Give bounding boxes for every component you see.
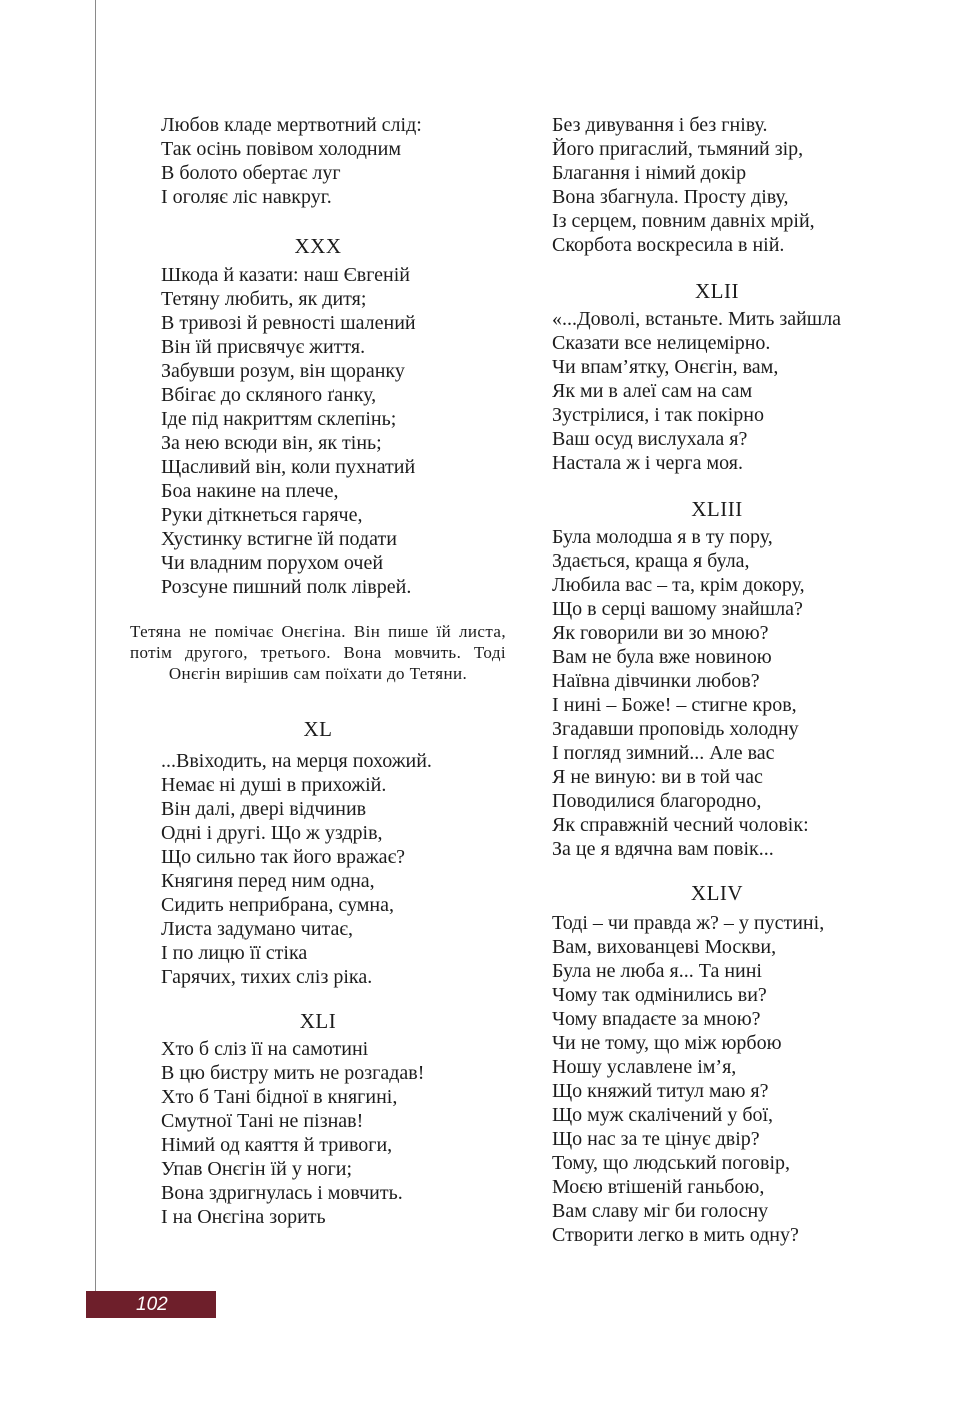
verse-line: Ваш осуд вислухала я? [552, 428, 748, 450]
verse-line: Була не люба я... Та нині [552, 960, 762, 982]
verse-line: Щасливий він, коли пухнатий [161, 456, 416, 478]
verse-line: За це я вдячна вам повік... [552, 838, 774, 860]
verse-line: Що сильно так його вражає? [161, 846, 406, 868]
verse-line: Тетяну любить, як дитя; [161, 288, 367, 310]
verse-line: Наївна дівчинки любов? [552, 670, 760, 692]
verse-line: Сказати все нелицемірно. [552, 332, 771, 354]
verse-line: Створити легко в мить одну? [552, 1224, 799, 1246]
verse-line: Вбігає до скляного ґанку, [161, 384, 377, 406]
stanza-intro-right [552, 113, 882, 257]
stanza-xli [130, 1037, 506, 1229]
verse-line: Я не виную: ви в той час [552, 766, 763, 788]
verse-line: ...Ввіходить, на мерця похожий. [161, 750, 432, 772]
stanza-heading-xli: XLI [299, 1009, 337, 1033]
verse-line: Вам не була вже новиною [552, 646, 772, 668]
verse-line: Вам, вихованцеві Москви, [552, 936, 777, 958]
page-number: 102 [136, 1294, 168, 1315]
verse-line: Чи впам’ятку, Онєгін, вам, [552, 356, 779, 378]
right-column [552, 113, 882, 1247]
verse-line: Любов кладе мертвотний слід: [161, 114, 422, 136]
verse-line: Забувши розум, він щоранку [161, 360, 405, 382]
verse-line: Вона здригнулась і мовчить. [161, 1182, 403, 1204]
verse-line: Ношу уславлене ім’я, [552, 1056, 737, 1078]
verse-line: Шкода й казати: наш Євгеній [161, 264, 411, 286]
verse-line: Вам славу міг би голосну [552, 1200, 769, 1222]
verse-line: Благання і німий докір [552, 162, 747, 184]
verse-line: І на Онєгіна зорить [161, 1206, 326, 1228]
verse-line: Скорбота воскресила в ній. [552, 234, 785, 256]
verse-line: Хто б сліз її на самотині [161, 1038, 369, 1060]
verse-line: Хустинку встигне їй подати [161, 528, 397, 550]
verse-line: Що в серці вашому знайшла? [552, 598, 803, 620]
verse-line: Чому так одмінились ви? [552, 984, 767, 1006]
stanza-xliii [552, 525, 882, 861]
verse-line: Гарячих, тихих сліз ріка. [161, 966, 373, 988]
verse-line: Його пригаслий, тьмяний зір, [552, 138, 804, 160]
stanza-heading-xliv: XLIV [690, 881, 744, 905]
verse-line: Здається, краща я була, [552, 550, 750, 572]
verse-line: І погляд зимний... Але вас [552, 742, 775, 764]
stanza-heading-xliii: XLIII [691, 497, 743, 521]
verse-line: Смутної Тані не пізнав! [161, 1110, 364, 1132]
verse-line: Чи не тому, що між юрбою [552, 1032, 782, 1054]
stanza-intro-left [130, 113, 506, 209]
verse-line: Розсуне пишний полк ліврей. [161, 576, 412, 598]
stanza-heading-xl: XL [303, 717, 333, 741]
verse-line: Німий од каяття й тривоги, [161, 1134, 393, 1156]
verse-line: В цю бистру мить не розгадав! [161, 1062, 425, 1084]
verse-line: Чи владним порухом очей [161, 552, 384, 574]
margin-rule [95, 0, 96, 1310]
verse-line: Із серцем, повним давніх мрій, [552, 210, 815, 232]
verse-line: Настала ж і черга моя. [552, 452, 743, 474]
verse-line: Княгиня перед ним одна, [161, 870, 375, 892]
stanza-heading-xxx: XXX [294, 234, 342, 258]
prose-summary: Тетяна не помічає Онєгіна. Він пише їй листа, потім другого, третього. Вона мовчить. Тоді Онєгін вирішив сам поїхати до Тетяни. [130, 622, 506, 683]
verse-line: За нею всюди він, як тінь; [161, 432, 382, 454]
verse-line: Як говорили ви зо мною? [552, 622, 769, 644]
verse-line: Хто б Тані бідної в княгині, [161, 1086, 398, 1108]
verse-line: Вона збагнула. Просту діву, [552, 186, 789, 208]
verse-line: Як ми в алеї сам на сам [552, 380, 753, 402]
verse-line: В болото обертає луг [161, 162, 341, 184]
verse-line: В тривозі й ревності шалений [161, 312, 416, 334]
verse-line: Руки діткнеться гаряче, [161, 504, 363, 526]
verse-line: Що нас за те цінує двір? [552, 1128, 760, 1150]
verse-line: Як справжній чесний чоловік: [552, 814, 809, 836]
verse-line: Що княжий титул маю я? [552, 1080, 769, 1102]
verse-line: Так осінь повівом холодним [161, 138, 401, 160]
verse-line: Моєю втішеній ганьбою, [552, 1176, 765, 1198]
left-column [130, 113, 506, 1229]
verse-line: Була молодша я в ту пору, [552, 526, 773, 548]
verse-line: Сидить неприбрана, сумна, [161, 894, 394, 916]
verse-line: Упав Онєгін їй у ноги; [161, 1158, 353, 1180]
stanza-xlii [552, 307, 882, 475]
verse-line: Зустрілися, і так покірно [552, 404, 765, 426]
stanza-xl [130, 749, 506, 989]
verse-line: Іде під накриттям склепінь; [161, 408, 397, 430]
verse-line: Листа задумано читає, [161, 918, 354, 940]
verse-line: Немає ні душі в прихожій. [161, 774, 387, 796]
verse-line: Чому впадаєте за мною? [552, 1008, 761, 1030]
verse-line: І оголяє ліс навкруг. [161, 186, 332, 208]
stanza-heading-xlii: XLII [695, 279, 739, 303]
verse-line: І по лицю її стіка [161, 942, 308, 964]
verse-line: Любила вас – та, крім докору, [552, 574, 805, 596]
verse-line: Згадавши проповідь холодну [552, 718, 799, 740]
verse-line: Без дивування і без гніву. [552, 114, 768, 136]
stanza-xliv [552, 911, 882, 1247]
verse-line: «...Доволі, встаньте. Мить зайшла [552, 308, 842, 330]
verse-line: Він їй присвячує життя. [161, 336, 366, 358]
verse-line: Тому, що людський поговір, [552, 1152, 790, 1174]
verse-line: Поводилися благородно, [552, 790, 762, 812]
verse-line: Боа накине на плече, [161, 480, 339, 502]
verse-line: І нині – Боже! – стигне кров, [552, 694, 797, 716]
stanza-xxx [130, 263, 506, 599]
verse-line: Тоді – чи правда ж? – у пустині, [552, 912, 825, 934]
verse-line: Що муж скалічений у бої, [552, 1104, 774, 1126]
verse-line: Він далі, двері відчинив [161, 798, 367, 820]
verse-line: Одні і другі. Що ж уздрів, [161, 822, 383, 844]
